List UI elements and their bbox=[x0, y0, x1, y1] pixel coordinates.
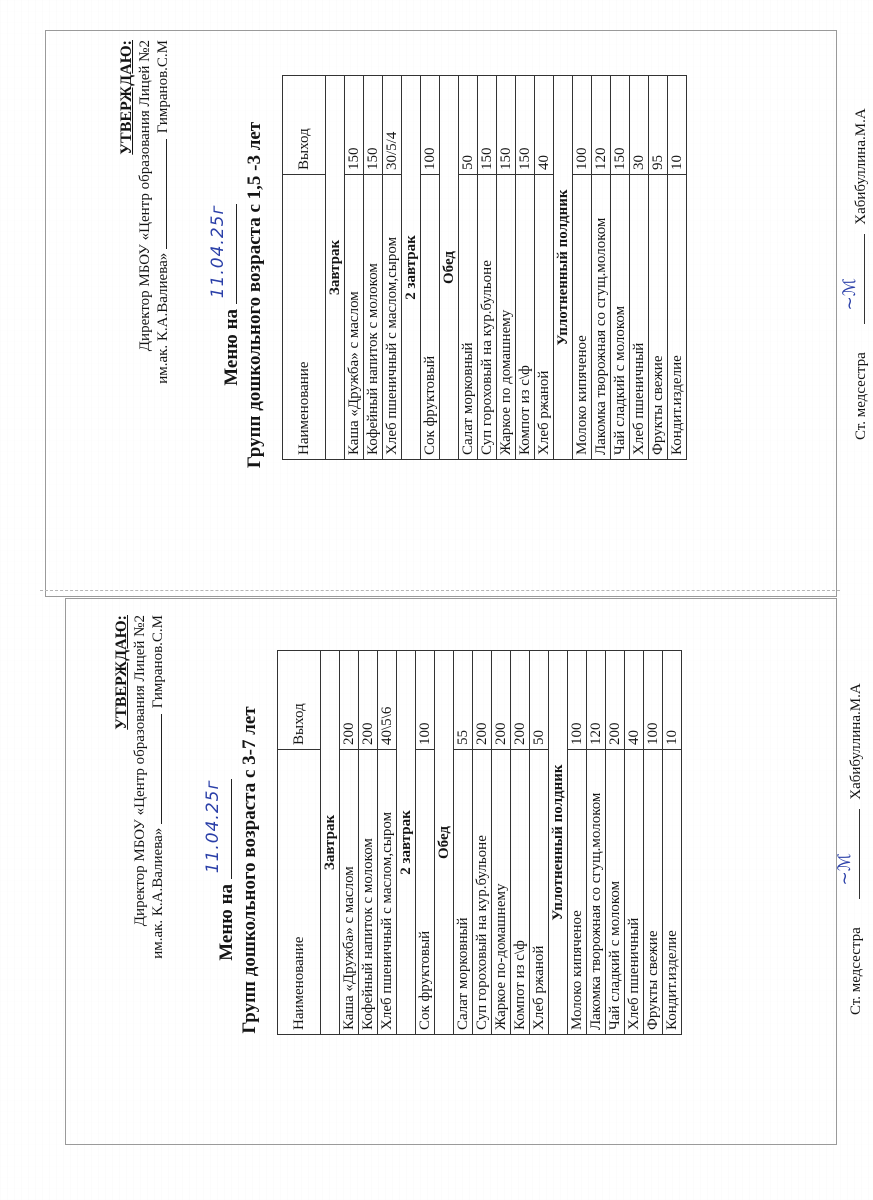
approval-institution: им.ак. К.А.Валиева» bbox=[155, 252, 171, 384]
table-header bbox=[283, 76, 326, 460]
table-row bbox=[535, 76, 554, 460]
table-row bbox=[606, 651, 625, 1035]
date-field bbox=[203, 779, 232, 879]
approval-signer: Гимранов.С.М bbox=[155, 40, 171, 134]
dish-name: Хлеб ржаной bbox=[535, 175, 554, 460]
dish-name: Хлеб пшеничный с маслом,сыром bbox=[378, 750, 397, 1035]
section-title: Обед bbox=[435, 651, 454, 1035]
menu-table bbox=[282, 75, 687, 460]
section-row bbox=[549, 651, 568, 1035]
nurse-signature-line bbox=[835, 810, 860, 900]
dish-name: Кофейный напиток с молоком bbox=[359, 750, 378, 1035]
table-row bbox=[649, 76, 668, 460]
menu-subtitle: Групп дошкольного возраста с 3-7 лет bbox=[239, 706, 260, 1034]
approval-signer: Гимранов.С.М bbox=[150, 615, 166, 709]
section-row bbox=[440, 76, 459, 460]
section-title: Обед bbox=[440, 76, 459, 460]
table-row bbox=[663, 651, 682, 1035]
approval-signature-blank bbox=[161, 714, 162, 824]
dish-name: Хлеб пшеничный с маслом,сыром bbox=[383, 175, 402, 460]
section-title: 2 завтрак bbox=[397, 651, 416, 1035]
section-title: 2 завтрак bbox=[402, 76, 421, 460]
table-row bbox=[511, 651, 530, 1035]
table-row bbox=[492, 651, 511, 1035]
dish-portion: 100 bbox=[568, 651, 587, 750]
nurse-role: Ст. медсестра bbox=[848, 927, 864, 1015]
dish-portion: 10 bbox=[668, 76, 687, 175]
dish-name: Жаркое по-домашнему bbox=[492, 750, 511, 1035]
dish-portion: 100 bbox=[573, 76, 592, 175]
dish-name: Лакомка творожная со сгущ.молоком bbox=[592, 175, 611, 460]
approval-director-line: Директор МБОУ «Центр образования Лицей №2 bbox=[137, 40, 153, 352]
section-title: Уплотненный полдник bbox=[549, 651, 568, 1035]
table-row bbox=[611, 76, 630, 460]
table-row bbox=[345, 76, 364, 460]
section-row bbox=[435, 651, 454, 1035]
dish-name: Жаркое по домашнему bbox=[497, 175, 516, 460]
table-row bbox=[378, 651, 397, 1035]
dish-portion: 50 bbox=[530, 651, 549, 750]
nurse-role: Ст. медсестра bbox=[853, 352, 869, 440]
table-row bbox=[364, 76, 383, 460]
section-title: Завтрак bbox=[326, 76, 345, 460]
menu-table bbox=[277, 650, 682, 1035]
table-row bbox=[454, 651, 473, 1035]
dish-name: Молоко кипяченое bbox=[568, 750, 587, 1035]
table-row bbox=[630, 76, 649, 460]
table-header bbox=[278, 651, 321, 1035]
nurse-signature-block bbox=[835, 683, 865, 1015]
dish-portion: 50 bbox=[459, 76, 478, 175]
column-header-qty: Выход bbox=[278, 651, 321, 750]
column-header-name: Наименование bbox=[278, 750, 321, 1035]
column-header-name: Наименование bbox=[283, 175, 326, 460]
dish-name: Чай сладкий с молоком bbox=[606, 750, 625, 1035]
section-row bbox=[554, 76, 573, 460]
dish-portion: 55 bbox=[454, 651, 473, 750]
dish-portion: 150 bbox=[497, 76, 516, 175]
dish-portion: 30 bbox=[630, 76, 649, 175]
dish-portion: 200 bbox=[359, 651, 378, 750]
menu-title-prefix: Меню на bbox=[216, 883, 237, 961]
dish-name: Фрукты свежие bbox=[644, 750, 663, 1035]
nurse-signature-block bbox=[840, 108, 870, 440]
table-row bbox=[421, 76, 440, 460]
menu-page-1_5-3 bbox=[110, 30, 873, 560]
dish-name: Компот из с\ф bbox=[516, 175, 535, 460]
table-row bbox=[592, 76, 611, 460]
dish-name: Лакомка творожная со сгущ.молоком bbox=[587, 750, 606, 1035]
table-row bbox=[668, 76, 687, 460]
section-row bbox=[326, 76, 345, 460]
dish-portion: 200 bbox=[340, 651, 359, 750]
table-row bbox=[644, 651, 663, 1035]
dish-portion: 200 bbox=[473, 651, 492, 750]
dish-name: Кондит.изделие bbox=[668, 175, 687, 460]
dish-name: Хлеб ржаной bbox=[530, 750, 549, 1035]
section-title: Уплотненный полдник bbox=[554, 76, 573, 460]
section-title: Завтрак bbox=[321, 651, 340, 1035]
dish-portion: 200 bbox=[492, 651, 511, 750]
dish-portion: 120 bbox=[592, 76, 611, 175]
table-row bbox=[625, 651, 644, 1035]
dish-portion: 200 bbox=[511, 651, 530, 750]
approval-heading: УТВЕРЖДАЮ: bbox=[118, 40, 135, 155]
handwritten-signature: ~ℳ bbox=[835, 853, 855, 886]
date-field bbox=[208, 204, 237, 304]
nurse-name: Хабибуллина.М.А bbox=[853, 108, 869, 225]
dish-name: Кофейный напиток с молоком bbox=[364, 175, 383, 460]
dish-name: Кондит.изделие bbox=[663, 750, 682, 1035]
table-row bbox=[383, 76, 402, 460]
dish-portion: 120 bbox=[587, 651, 606, 750]
dish-name: Суп гороховый на кур.бульоне bbox=[478, 175, 497, 460]
approval-block bbox=[113, 615, 167, 995]
menu-title bbox=[208, 30, 243, 560]
dish-portion: 95 bbox=[649, 76, 668, 175]
menu-subtitle: Групп дошкольного возраста с 1,5 -3 лет bbox=[244, 121, 265, 469]
table-row bbox=[530, 651, 549, 1035]
table-row bbox=[416, 651, 435, 1035]
approval-signature-line bbox=[149, 615, 167, 995]
table-row bbox=[573, 76, 592, 460]
dish-portion: 40\5\6 bbox=[378, 651, 397, 750]
table-row bbox=[478, 76, 497, 460]
dish-name: Фрукты свежие bbox=[649, 175, 668, 460]
dish-name: Чай сладкий с молоком bbox=[611, 175, 630, 460]
dish-portion: 100 bbox=[416, 651, 435, 750]
dish-name: Салат морковный bbox=[459, 175, 478, 460]
table-row bbox=[473, 651, 492, 1035]
section-row bbox=[402, 76, 421, 460]
dish-portion: 200 bbox=[606, 651, 625, 750]
table-row bbox=[359, 651, 378, 1035]
dish-portion: 40 bbox=[625, 651, 644, 750]
menu-title-prefix: Меню на bbox=[221, 308, 242, 386]
dish-name: Молоко кипяченое bbox=[573, 175, 592, 460]
dish-portion: 150 bbox=[516, 76, 535, 175]
table-row bbox=[497, 76, 516, 460]
dish-portion: 150 bbox=[364, 76, 383, 175]
dish-portion: 150 bbox=[478, 76, 497, 175]
dish-name: Каша «Дружба» с маслом bbox=[345, 175, 364, 460]
section-row bbox=[397, 651, 416, 1035]
section-row bbox=[321, 651, 340, 1035]
table-row bbox=[568, 651, 587, 1035]
table-row bbox=[516, 76, 535, 460]
dish-portion: 100 bbox=[644, 651, 663, 750]
fold-line bbox=[40, 590, 840, 591]
nurse-signature-line bbox=[840, 235, 865, 325]
dish-name: Салат морковный bbox=[454, 750, 473, 1035]
dish-portion: 10 bbox=[663, 651, 682, 750]
dish-name: Суп гороховый на кур.бульоне bbox=[473, 750, 492, 1035]
dish-portion: 100 bbox=[421, 76, 440, 175]
approval-block bbox=[118, 40, 172, 420]
dish-portion: 40 bbox=[535, 76, 554, 175]
approval-heading: УТВЕРЖДАЮ: bbox=[113, 615, 130, 730]
approval-institution: им.ак. К.А.Валиева» bbox=[150, 827, 166, 959]
dish-name: Хлеб пшеничный bbox=[630, 175, 649, 460]
table-row bbox=[587, 651, 606, 1035]
dish-name: Сок фруктовый bbox=[421, 175, 440, 460]
approval-signature-line bbox=[154, 40, 172, 420]
handwritten-date: 11.04.25г bbox=[208, 204, 228, 299]
handwritten-date: 11.04.25г bbox=[203, 779, 223, 874]
dish-name: Сок фруктовый bbox=[416, 750, 435, 1035]
handwritten-signature: ~ℳ bbox=[840, 278, 860, 311]
approval-director-line: Директор МБОУ «Центр образования Лицей №2 bbox=[132, 615, 148, 927]
nurse-name: Хабибуллина.М.А bbox=[848, 683, 864, 800]
column-header-qty: Выход bbox=[283, 76, 326, 175]
table-row bbox=[340, 651, 359, 1035]
dish-portion: 150 bbox=[611, 76, 630, 175]
dish-portion: 150 bbox=[345, 76, 364, 175]
menu-title bbox=[203, 605, 238, 1135]
dish-name: Каша «Дружба» с маслом bbox=[340, 750, 359, 1035]
approval-signature-blank bbox=[166, 139, 167, 249]
menu-page-3-7 bbox=[105, 605, 873, 1135]
dish-name: Хлеб пшеничный bbox=[625, 750, 644, 1035]
dish-portion: 30/5/4 bbox=[383, 76, 402, 175]
table-row bbox=[459, 76, 478, 460]
dish-name: Компот из с\ф bbox=[511, 750, 530, 1035]
